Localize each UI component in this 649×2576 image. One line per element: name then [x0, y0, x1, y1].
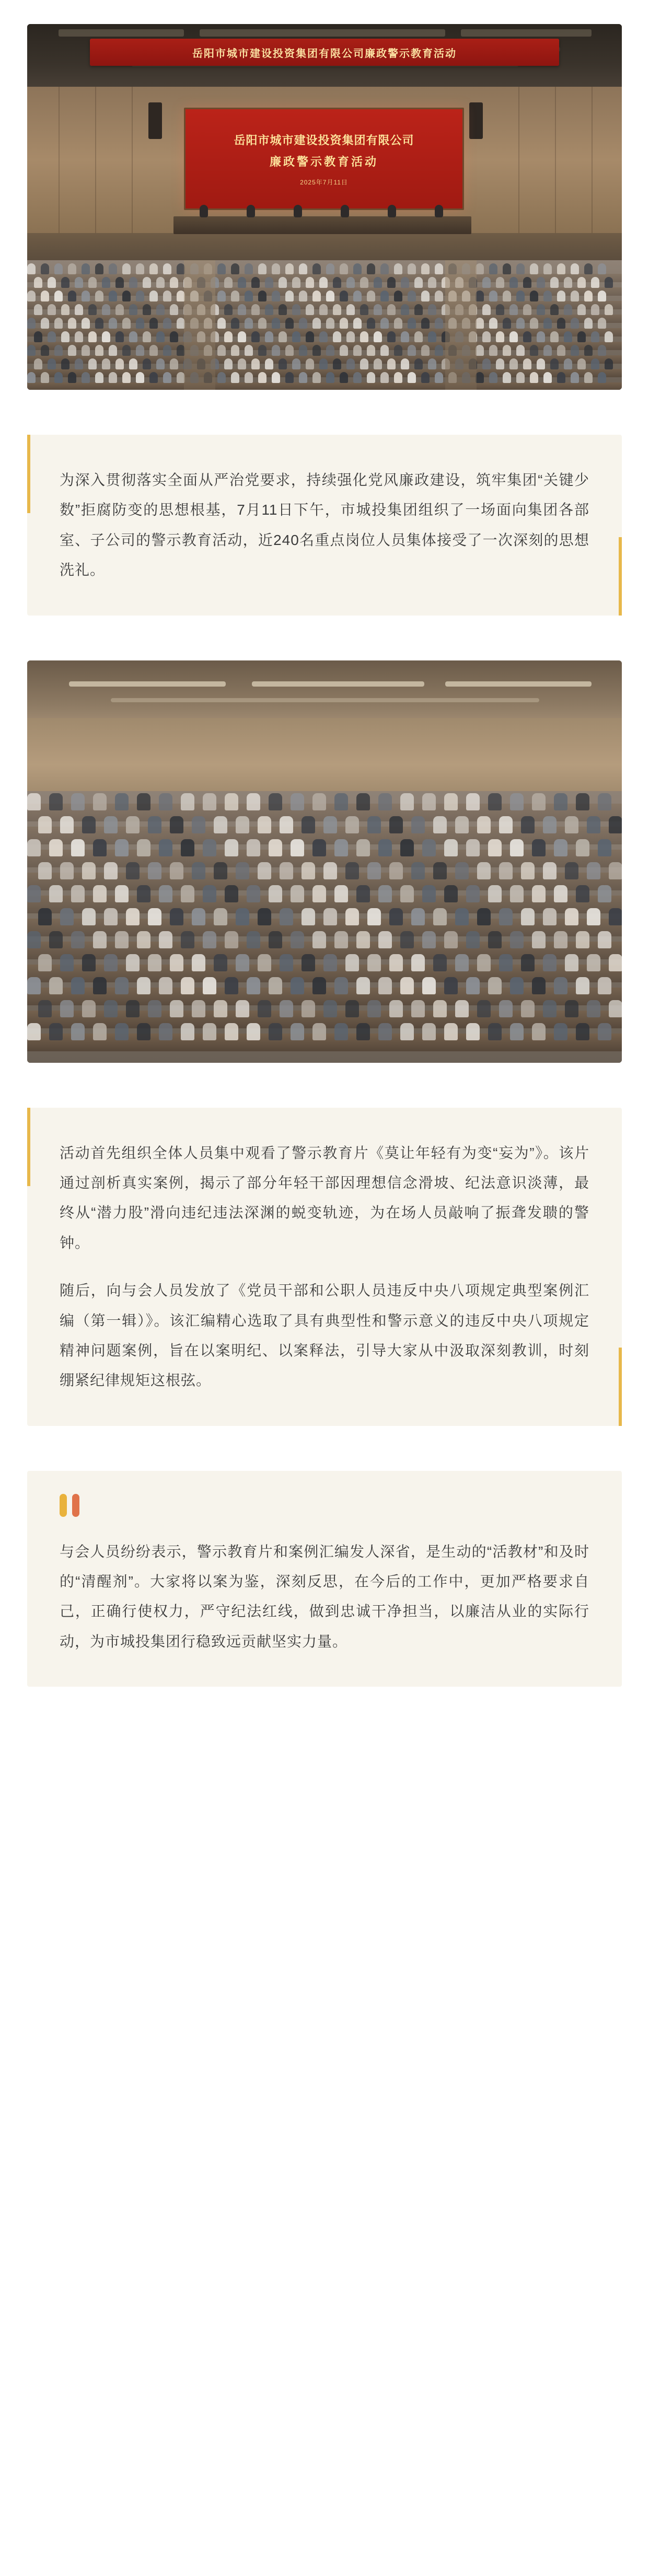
- photo-audience: [27, 660, 622, 1063]
- accent-bar-left: [27, 435, 30, 513]
- accent-bar-right: [619, 537, 622, 616]
- audience-area: [27, 260, 622, 390]
- accent-bar-right: [619, 1348, 622, 1426]
- stage-speaker-left: [148, 102, 162, 139]
- quote-mark-orange-icon: [72, 1494, 79, 1517]
- paragraph: 随后，向与会人员发放了《党员干部和公职人员违反中央八项规定典型案例汇编（第一辑）》。该汇编精心选取了具有典型性和警示意义的违反中央八项规定精神问题案例，旨在以案明纪、以案释法，引导大家从中汲取深刻教训，时刻绷紧纪律规矩这根弦。: [60, 1282, 589, 1389]
- head-table: [173, 216, 471, 234]
- quote-mark-group: [60, 1494, 589, 1517]
- audience-area-2: [27, 791, 622, 1063]
- photo-auditorium-stage: [27, 24, 622, 390]
- hall2-ceiling: [27, 660, 622, 723]
- accent-bar-left: [27, 1108, 30, 1186]
- stage-banner-text: 岳阳市城市建设投资集团有限公司廉政警示教育活动: [192, 48, 457, 60]
- text-card-conclusion: [27, 1471, 622, 1687]
- paragraph: 与会人员纷纷表示，警示教育片和案例汇编发人深省，是生动的“活教材”和及时的“清醒剂”。大家将以案为鉴，深刻反思，在今后的工作中，更加严格要求自己，正确行使权力，严守纪法红线，做到忠诚干净担当，以廉洁从业的实际行动，为市城投集团行稳致远贡献坚实力量。: [60, 1543, 589, 1650]
- stage-banner: [90, 39, 559, 66]
- stage-speaker-right: [469, 102, 483, 139]
- screen-line-1: 岳阳市城市建设投资集团有限公司: [234, 133, 414, 147]
- screen-line-3: 2025年7月11日: [300, 178, 348, 186]
- paragraph: 活动首先组织全体人员集中观看了警示教育片《莫让年轻有为变“妄为”》。该片通过剖析真实案例，揭示了部分年轻干部因理想信念滑坡、纪法意识淡薄，最终从“潜力股”滑向违纪违法深渊的蜕变轨迹，为在场人员敲响了振聋发聩的警钟。: [60, 1144, 589, 1251]
- stage-led-screen: [184, 108, 464, 210]
- screen-line-2: 廉政警示教育活动: [269, 155, 378, 168]
- text-card-activity: [27, 1108, 622, 1426]
- text-card-intro: [27, 435, 622, 616]
- quote-mark-gold-icon: [60, 1494, 67, 1517]
- paragraph: 为深入贯彻落实全面从严治党要求，持续强化党风廉政建设，筑牢集团“关键少数”拒腐防变的思想根基，7月11日下午，市城投集团组织了一场面向集团各部室、子公司的警示教育活动，近240名重点岗位人员集体接受了一次深刻的思想洗礼。: [60, 472, 589, 578]
- hall2-wall: [27, 718, 622, 796]
